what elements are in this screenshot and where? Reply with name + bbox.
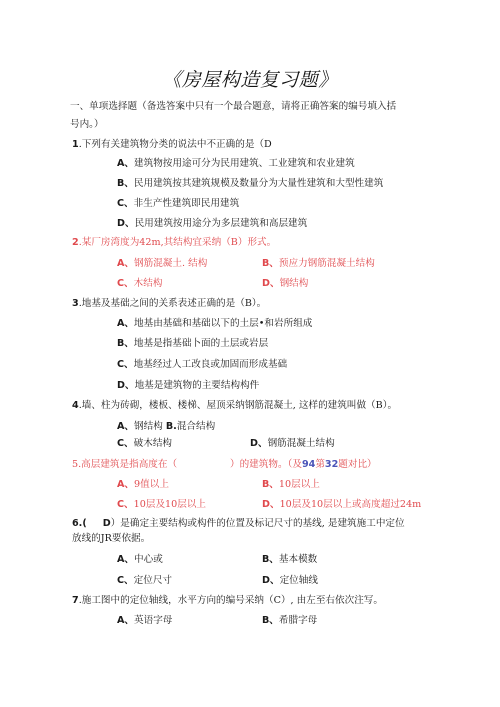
- question-stem: .下列有关建筑物分类的说法中不正确的是（D: [78, 139, 272, 150]
- q4-options-ab: A、钢结构 B.混合结构: [117, 421, 216, 432]
- question-5-stem-end: ）的建筑物。（及94第32题对比）: [230, 459, 377, 470]
- q1-option-d: D、民用建筑按用途分为多层建筑和高层建筑: [117, 218, 308, 229]
- question-number: 7: [72, 595, 79, 606]
- question-number: 4: [72, 400, 79, 411]
- question-number: 2: [72, 237, 79, 248]
- q5-option-c: C、10层及10层以上: [117, 499, 207, 510]
- page-title: 《房屋构造复习题》: [162, 69, 338, 91]
- q2-option-d: D、钢结构: [262, 278, 309, 289]
- question-1: [72, 138, 272, 151]
- q3-option-a: A、地基由基础和基础以下的土层•和岩所组成: [117, 318, 313, 329]
- section-heading-line2: 号内。）: [70, 119, 104, 130]
- question-5-stem-start: 5.高层建筑是指高度在（: [72, 459, 178, 470]
- q1-option-b: B、民用建筑按其建筑规模及数量分为大量性建筑和大型性建筑: [117, 178, 384, 189]
- question-stem: .某厂房湾度为42m,其结构宜采纳（B）形式。: [78, 237, 277, 248]
- question-4: [72, 399, 397, 412]
- question-number: 1: [72, 139, 79, 150]
- q2-option-a: A、钢筋混凝土. 结构: [117, 258, 208, 269]
- q3-option-b: B、地基是指基础卜面的土层或岩层: [117, 338, 269, 349]
- q5-option-b: B、10层以上: [262, 479, 320, 490]
- question-stem: .地基及基础之间的关系表述正确的是（B）。: [78, 298, 267, 309]
- question-stem: .施工图中的定位轴线，水平方向的编号采纳（C）, 由左至右依次注写。: [78, 595, 383, 606]
- q1-option-c: C、非生产性建筑即民用建筑: [117, 198, 240, 209]
- q5-option-d: D、10层及10层以上或高度超过24m: [262, 499, 422, 510]
- q2-option-b: B、预应力钢筋混凝土结构: [262, 258, 375, 269]
- q6-option-a: A、中心或: [117, 554, 163, 565]
- q6-option-b: B、基本模数: [262, 554, 318, 565]
- question-number: 3: [72, 298, 79, 309]
- question-stem: .墙、柱为砖砌，楼板、楼梯、屋顶采纳钢筋混凝土, 这样的建筑叫做（B）。: [78, 400, 398, 411]
- question-7: [72, 594, 383, 607]
- question-stem: ）是确定主要结构或构件的位置及标记尺寸的基线, 是建筑施工中定位: [110, 518, 405, 529]
- q5-option-a: A、9值以上: [117, 479, 169, 490]
- q3-option-c: C、地基经过人工改良或加固而形成基础: [117, 359, 288, 370]
- question-3: [72, 297, 266, 310]
- q6-option-c: C、定位尺寸: [117, 575, 173, 586]
- question-6-line2: 放线的JR要依据。: [72, 533, 151, 544]
- question-answer: D: [102, 518, 111, 529]
- section-heading-line1: 一、单项选择题（备选答案中只有一个最合题意，请将正确答案的编号填入括: [70, 101, 397, 112]
- q7-option-b: B、希腊字母: [262, 615, 318, 626]
- q2-option-c: C、木结构: [117, 278, 163, 289]
- q1-option-a: A、建筑物按用途可分为民用建筑、工业建筑和农业建筑: [117, 158, 355, 169]
- question-6: 6.( D）是确定主要结构或构件的位置及标记尺寸的基线, 是建筑施工中定位: [72, 518, 405, 529]
- q6-option-d: D、定位轴线: [262, 575, 318, 586]
- q4-option-c: C、破木结构: [117, 438, 173, 449]
- question-2: [72, 236, 276, 249]
- q3-option-d: D、地基是建筑物的主要结构构件: [117, 380, 260, 391]
- q7-option-a: A、英语字母: [117, 615, 173, 626]
- q4-option-d: D、钢筋混凝土结构: [250, 438, 335, 449]
